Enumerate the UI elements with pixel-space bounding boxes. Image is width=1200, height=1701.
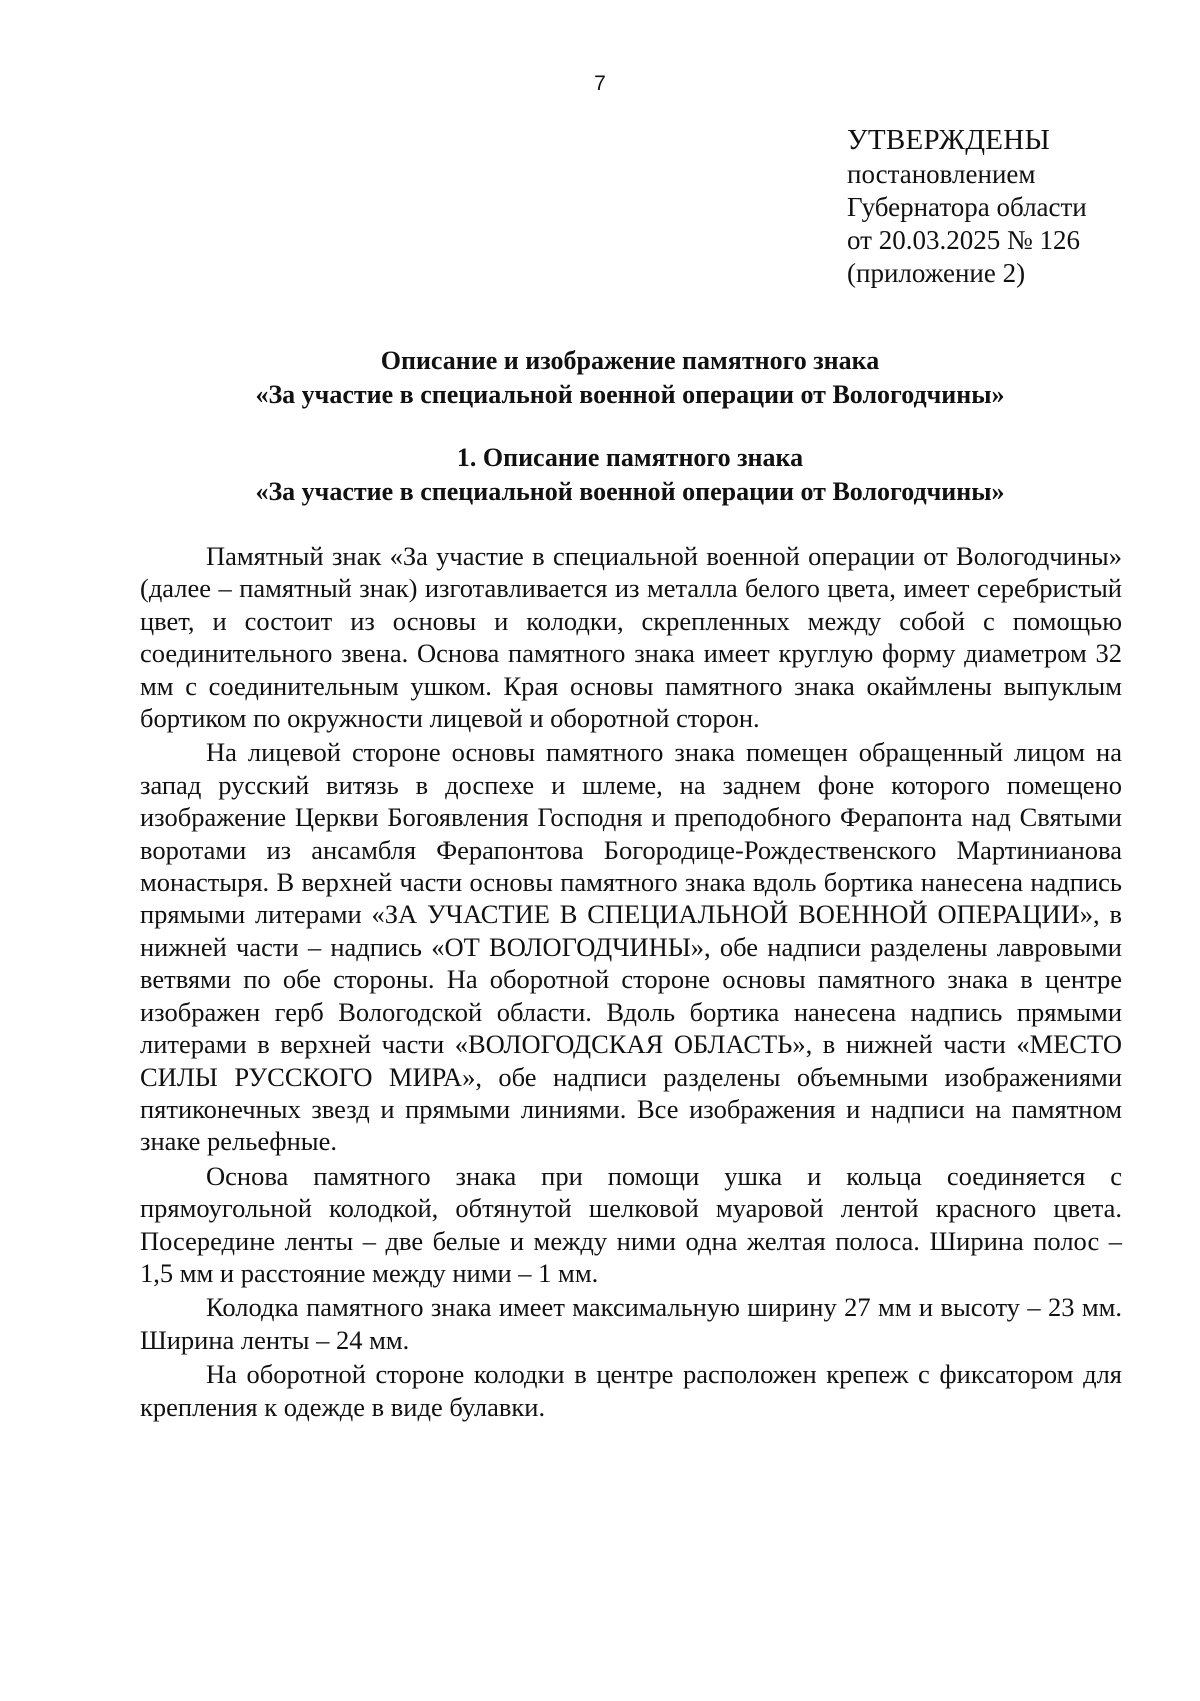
approval-stamp <box>847 124 1167 290</box>
section-heading-line: 1. Описание памятного знака <box>456 443 804 472</box>
section-heading <box>140 441 1120 509</box>
approval-line: от 20.03.2025 № 126 <box>847 225 1080 255</box>
document-title-line: Описание и изображение памятного знака <box>380 346 880 375</box>
document-title-line: «За участие в специальной военной операции от Вологодчины» <box>255 380 1005 409</box>
approval-line: (приложение 2) <box>847 258 1026 288</box>
document-title <box>140 344 1120 412</box>
paragraph: На лицевой стороне основы памятного знака помещен обращенный лицом на запад русский витязь в доспехе и шлеме, на заднем фоне которого помещено изображение Церкви Богоявления Господня и преподобного Ферапонта над Святыми воротами из ансамбля Ферапонтова Богородице-Рождественского Мартинианова монастыря. В верхней части основы памятного знака вдоль бортика нанесена надпись прямыми литерами «ЗА УЧАСТИЕ В СПЕЦИАЛЬНОЙ ВОЕННОЙ ОПЕРАЦИИ», в нижней части – надпись «ОТ ВОЛОГОДЧИНЫ», обе надписи разделены лавровыми ветвями по обе стороны. На оборотной стороне основы памятного знака в центре изображен герб Вологодской области. Вдоль бортика нанесена надпись прямыми литерами в верхней части «ВОЛОГОДСКАЯ ОБЛАСТЬ», в нижней части «МЕСТО СИЛЫ РУССКОГО МИРА», обе надписи разделены объемными изображениями пятиконечных звезд и прямыми линиями. Все изображения и надписи на памятном знаке рельефные. <box>140 737 1122 1157</box>
paragraph: Колодка памятного знака имеет максимальную ширину 27 мм и высоту – 23 мм. Ширина ленты – 24 мм. <box>140 1292 1122 1355</box>
approval-line: Губернатора области <box>847 192 1087 222</box>
approval-line: постановлением <box>847 159 1036 189</box>
paragraph: Памятный знак «За участие в специальной военной операции от Вологодчины» (далее – памятный знак) изготавливается из металла белого цвета, имеет серебристый цвет, и состоит из основы и колодки, скрепленных между собой с помощью соединительного звена. Основа памятного знака имеет круглую форму диаметром 32 мм с соединительным ушком. Края основы памятного знака окаймлены выпуклым бортиком по окружности лицевой и оборотной сторон. <box>140 541 1122 734</box>
approval-title: УТВЕРЖДЕНЫ <box>847 124 1051 156</box>
body-text <box>140 540 1122 1425</box>
page-number: 7 <box>594 72 606 95</box>
paragraph: Основа памятного знака при помощи ушка и кольца соединяется с прямоугольной колодкой, обтянутой шелковой муаровой лентой красного цвета. Посередине ленты – две белые и между ними одна желтая полоса. Ширина полос – 1,5 мм и расстояние между ними – 1 мм. <box>140 1160 1122 1288</box>
paragraph: На оборотной стороне колодки в центре расположен крепеж с фиксатором для крепления к одежде в виде булавки. <box>140 1359 1122 1422</box>
section-heading-line: «За участие в специальной военной операции от Вологодчины» <box>255 477 1005 506</box>
